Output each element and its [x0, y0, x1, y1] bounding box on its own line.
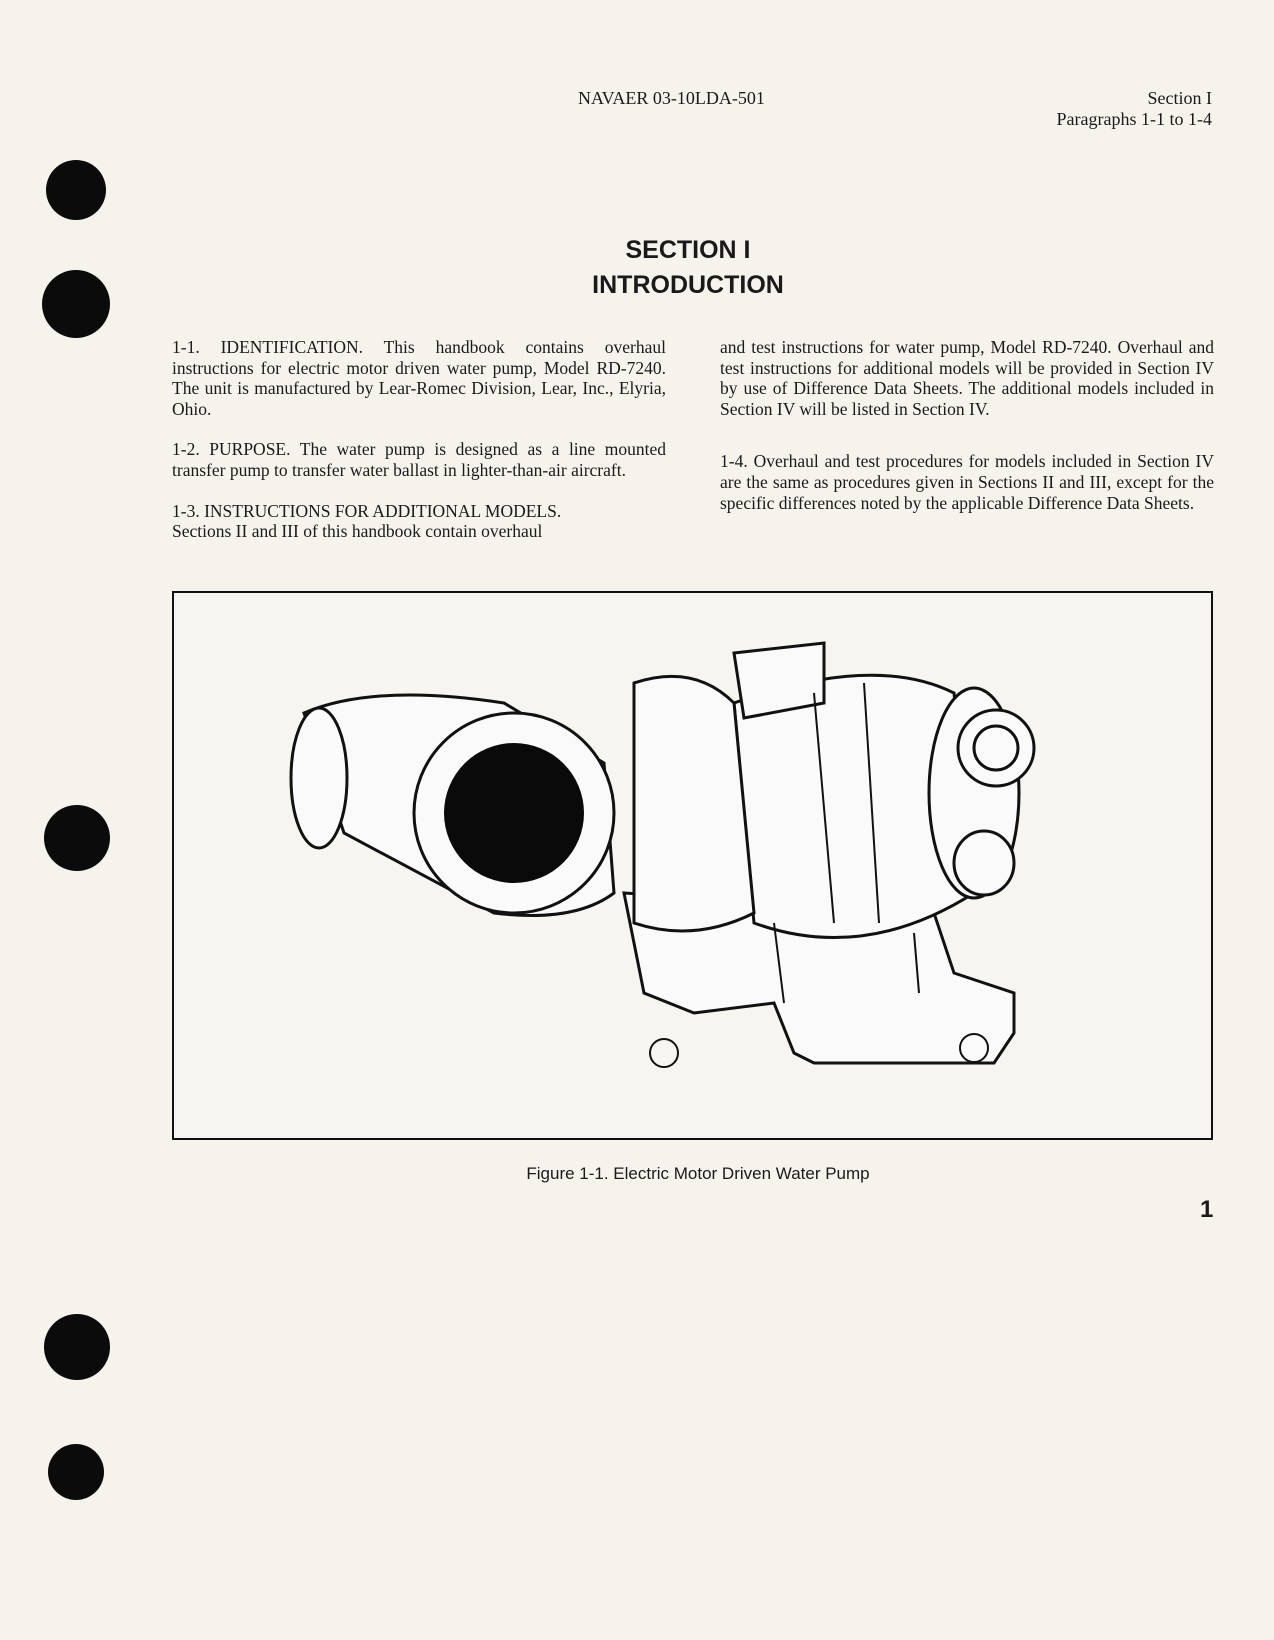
section-subtitle: INTRODUCTION: [592, 271, 784, 299]
paragraph-1-1: [172, 337, 666, 419]
right-column: [720, 337, 1214, 533]
binder-hole: [48, 1444, 104, 1500]
paragraph-body: The water pump is designed as a line mounted transfer pump to transfer water ballast in lighter-than-air aircraft.: [172, 439, 667, 480]
paragraph-heading: 1-3. INSTRUCTIONS FOR ADDITIONAL MODELS.: [172, 500, 562, 521]
page-number: 1: [1200, 1196, 1214, 1223]
paragraph-1-3: [172, 501, 666, 542]
figure-caption: Figure 1-1. Electric Motor Driven Water Pump: [526, 1164, 870, 1183]
paragraph-body: Sections II and III of this handbook contain overhaul: [172, 521, 543, 542]
paragraph-body: This handbook contains overhaul instructions for electric motor driven water pump, Model RD-7240. The unit is manufactured by Lear-Romec Division, Lear, Inc., Elyria, Ohio.: [172, 337, 666, 419]
section-label: [1057, 88, 1212, 130]
paragraph-1-4: [720, 451, 1214, 513]
paragraph-1-3-continued: and test instructions for water pump, Model RD-7240. Overhaul and test instructions for additional models will be provided in Section IV by use of Difference Data Sheets. The additional models included in Section IV will be listed in Section IV.: [720, 337, 1214, 419]
document-number: NAVAER 03-10LDA-501: [578, 88, 765, 108]
binder-hole: [44, 1314, 110, 1380]
section-name: Section I: [1147, 88, 1212, 108]
left-column: [172, 337, 666, 562]
paragraph-heading: 1-2. PURPOSE.: [172, 439, 291, 460]
paragraph-heading: 1-1. IDENTIFICATION.: [172, 337, 364, 357]
paragraph-body: Overhaul and test procedures for models included in Section IV are the same as procedures given in Sections II and III, except for the specific differences noted by the applicable Difference Data Sheets.: [720, 451, 1214, 513]
paragraph-range: Paragraphs 1-1 to 1-4: [1056, 109, 1212, 129]
paragraph-1-2: [172, 439, 666, 480]
binder-hole: [46, 160, 106, 220]
section-title: SECTION I: [625, 236, 751, 264]
binder-hole: [44, 805, 110, 871]
figure-frame: [172, 591, 1213, 1140]
water-pump-illustration: [174, 593, 1211, 1138]
paragraph-heading: 1-4.: [720, 451, 748, 472]
